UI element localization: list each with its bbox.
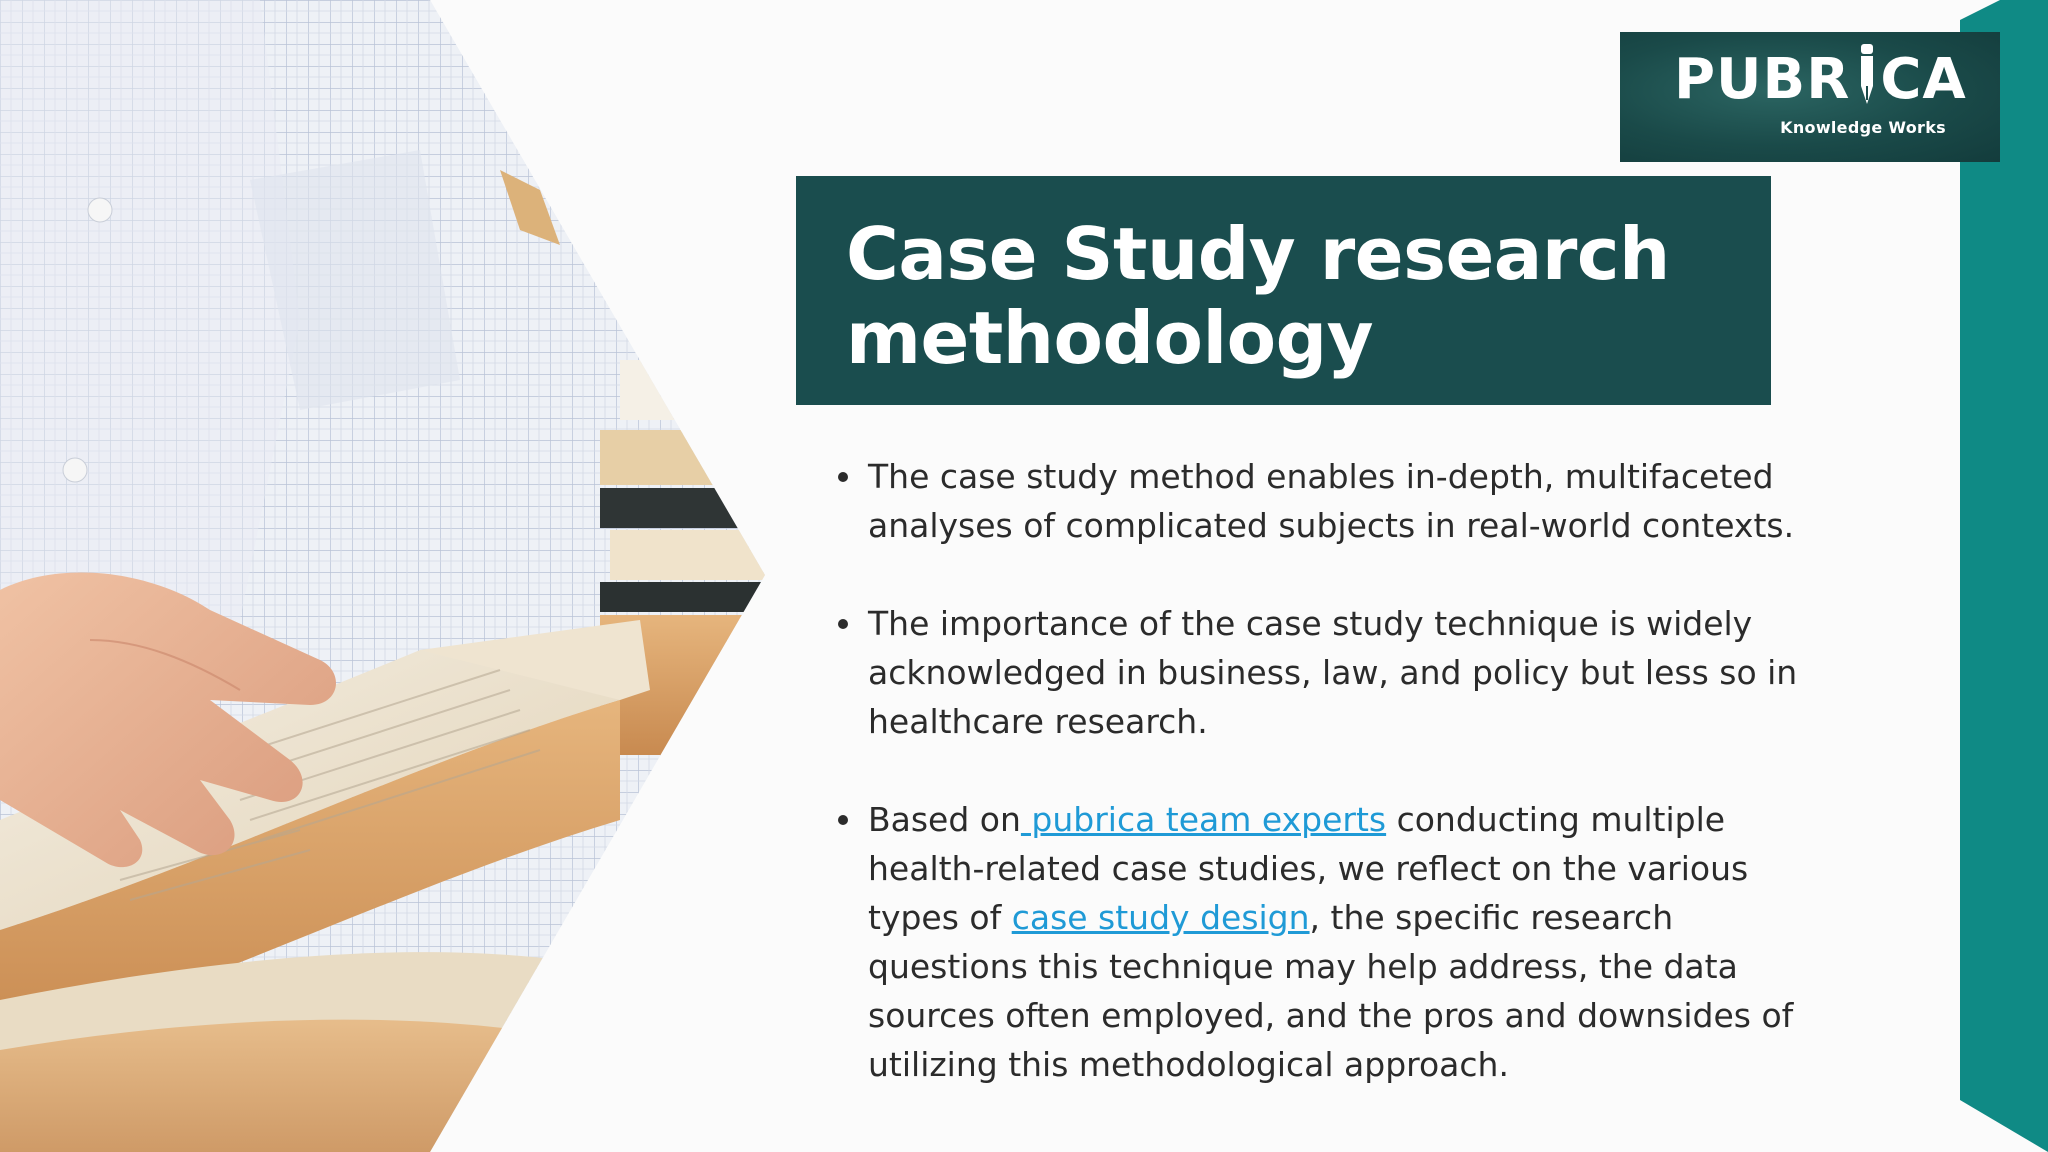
title-box: [796, 176, 1771, 405]
bullet-dot-icon: [838, 472, 848, 482]
bullet-dot-icon: [838, 815, 848, 825]
case-study-design-link[interactable]: case study design: [1011, 898, 1310, 937]
bullet-text-part: conducting multiple health-related case studies, we reflect on the various types of: [868, 800, 1749, 937]
bullet-list: [836, 452, 1836, 1138]
bullet-text: The case study method enables in-depth, multifaceted analyses of complicated subjects in real-world contexts.: [868, 457, 1795, 545]
bullet-dot-icon: [838, 619, 848, 629]
logo-wordmark: PUBR CA: [1674, 47, 1967, 112]
bullet-text: The importance of the case study technique is widely acknowledged in business, law, and policy but less so in healthcare research.: [868, 604, 1798, 741]
pubrica-logo[interactable]: [1620, 32, 2000, 162]
bullet-text-part: , the specific research questions this technique may help address, the data sources often employed, and the pros and downsides of utilizing this methodological approach.: [868, 898, 1794, 1084]
logo-tagline: Knowledge Works: [1780, 118, 1946, 137]
accent-strip: [1960, 0, 2048, 1152]
bullet-item: [836, 795, 1836, 1089]
pubrica-team-experts-link[interactable]: pubrica team experts: [1020, 800, 1387, 839]
pen-nib-icon: [1852, 42, 1882, 112]
bullet-item: [836, 599, 1836, 746]
bullet-item: [836, 452, 1836, 550]
slide-title: Case Study research methodology: [846, 212, 1670, 380]
books-photo: [0, 0, 770, 1152]
bullet-text-part: Based on: [868, 800, 1021, 839]
